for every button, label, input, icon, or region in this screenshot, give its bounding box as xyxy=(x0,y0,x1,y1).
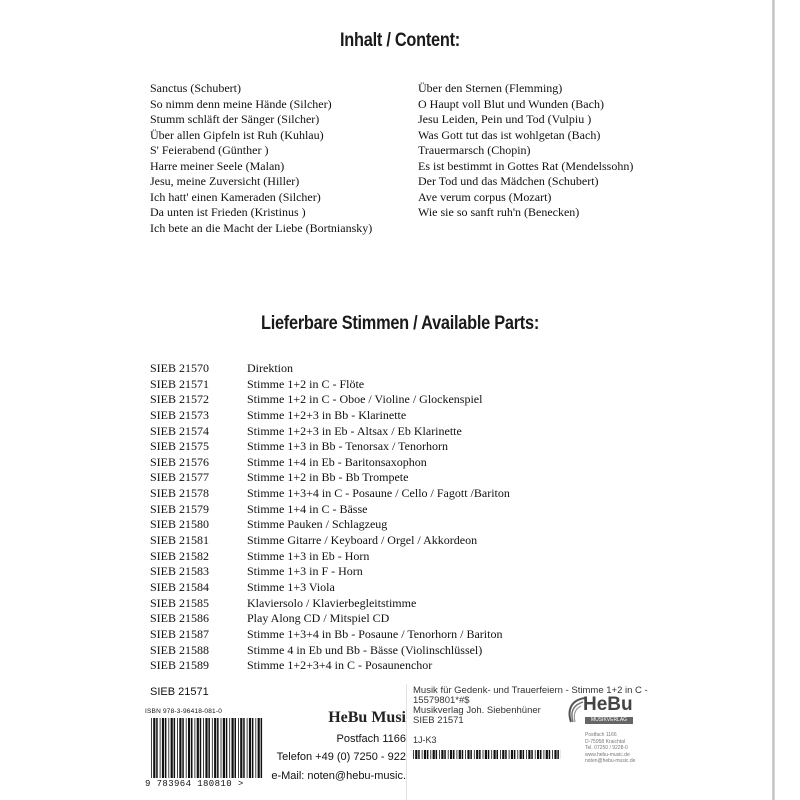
logo-address xyxy=(585,732,635,765)
isbn-text: ISBN 978-3-96418-081-0 xyxy=(145,708,223,715)
part-number: SIEB 21575 xyxy=(150,439,210,454)
part-description: Stimme Pauken / Schlagzeug xyxy=(247,517,388,532)
content-item: O Haupt voll Blut und Wunden (Bach) xyxy=(418,96,604,111)
store-label-sticker xyxy=(406,684,773,800)
part-number: SIEB 21583 xyxy=(150,564,210,579)
content-item: Der Tod und das Mädchen (Schubert) xyxy=(418,174,599,188)
part-number: SIEB 21580 xyxy=(150,517,210,532)
content-item: Harre meiner Seele (Malan) xyxy=(150,158,285,173)
part-description: Klaviersolo / Klavierbegleitstimme xyxy=(247,595,417,610)
part-number: SIEB 21579 xyxy=(150,501,210,516)
part-description: Stimme 1+3+4 in C - Posaune / Cello / Fagott /Bariton xyxy=(247,486,510,501)
part-number: SIEB 21581 xyxy=(150,533,210,548)
content-item: Jesu, meine Zuversicht (Hiller) xyxy=(150,174,300,188)
content-item: Trauermarsch (Chopin) xyxy=(418,143,531,157)
content-item: Wie sie so sanft ruh'n (Benecken) xyxy=(418,205,580,219)
part-description: Stimme 1+2 in C - Oboe / Violine / Glockenspiel xyxy=(247,392,483,407)
part-number: SIEB 21574 xyxy=(150,423,210,438)
part-row xyxy=(150,596,510,612)
part-number: SIEB 21588 xyxy=(150,642,210,657)
part-number: SIEB 21582 xyxy=(150,548,210,563)
part-number: SIEB 21573 xyxy=(150,407,210,422)
logo-address-line: Tel. 07250 / 9228-0 xyxy=(585,745,628,751)
content-item: Jesu Leiden, Pein und Tod (Vulpiu ) xyxy=(418,112,592,126)
publisher-email: e-Mail: noten@hebu-music. xyxy=(271,770,406,782)
part-row xyxy=(150,424,510,440)
page-edge xyxy=(772,0,775,800)
content-item: Stumm schläft der Sänger (Silcher) xyxy=(150,112,320,126)
part-number: SIEB 21571 xyxy=(150,376,210,391)
part-row xyxy=(150,439,510,455)
part-number: SIEB 21570 xyxy=(150,361,210,375)
content-list-right xyxy=(418,81,633,221)
part-description: Stimme 1+3 in Eb - Horn xyxy=(247,548,370,563)
logo-address-line: Postfach 1166 xyxy=(585,732,617,738)
small-barcode-icon xyxy=(413,750,561,759)
part-row xyxy=(150,643,510,659)
logo-text: HeBu xyxy=(583,694,633,715)
part-number: SIEB 21577 xyxy=(150,470,210,485)
label-line: 15579801*#$ xyxy=(413,695,470,706)
label-code: 1J-K3 xyxy=(413,735,437,745)
part-number: SIEB 21587 xyxy=(150,626,210,641)
content-list-left xyxy=(150,81,372,236)
publisher-phone: Telefon +49 (0) 7250 - 922 xyxy=(276,751,406,763)
part-row xyxy=(150,580,510,596)
part-row xyxy=(150,533,510,549)
content-item: Über allen Gipfeln ist Ruh (Kuhlau) xyxy=(150,127,324,142)
part-description: Stimme 1+2+3 in Bb - Klarinette xyxy=(247,407,407,422)
part-description: Stimme 1+4 in Eb - Baritonsaxophon xyxy=(247,454,427,469)
content-item: S' Feierabend (Günther ) xyxy=(150,143,269,157)
part-description: Stimme 1+2 in Bb - Bb Trompete xyxy=(247,470,409,485)
part-row xyxy=(150,486,510,502)
part-row xyxy=(150,564,510,580)
part-number: SIEB 21586 xyxy=(150,611,210,626)
part-description: Stimme 4 in Eb und Bb - Bässe (Violinschlüssel) xyxy=(247,642,483,657)
content-item: Sanctus (Schubert) xyxy=(150,81,241,95)
label-line: SIEB 21571 xyxy=(413,715,464,726)
part-description: Play Along CD / Mitspiel CD xyxy=(247,611,390,626)
content-item: Was Gott tut das ist wohlgetan (Bach) xyxy=(418,127,601,142)
part-description: Stimme 1+3+4 in Bb - Posaune / Tenorhorn / Bariton xyxy=(247,626,503,641)
part-number: SIEB 21578 xyxy=(150,486,210,501)
content-heading: Inhalt / Content: xyxy=(340,30,460,51)
part-row xyxy=(150,658,510,674)
content-item: Ich bete an die Macht der Liebe (Bortniansky) xyxy=(150,220,373,235)
label-line: Musik für Gedenk- und Trauerfeiern - Stimme 1+2 in C - xyxy=(413,685,648,696)
content-item: Es ist bestimmt in Gottes Rat (Mendelssohn) xyxy=(418,158,634,173)
part-number: SIEB 21576 xyxy=(150,454,210,469)
part-description: Stimme 1+4 in C - Bässe xyxy=(247,501,368,516)
part-description: Stimme 1+2 in C - Flöte xyxy=(247,376,365,391)
part-number: SIEB 21584 xyxy=(150,579,210,594)
part-description: Stimme 1+3 Viola xyxy=(247,579,335,594)
publisher-block xyxy=(268,707,406,800)
publisher-name: HeBu Musi xyxy=(328,709,406,726)
logo-subtitle: MUSIKVERLAG GmbH xyxy=(585,717,633,724)
hebu-logo xyxy=(565,694,637,732)
content-item: Über den Sternen (Flemming) xyxy=(418,81,563,95)
part-description: Stimme Gitarre / Keyboard / Orgel / Akkordeon xyxy=(247,533,478,548)
part-description: Stimme 1+2+3+4 in C - Posaunenchor xyxy=(247,658,433,673)
part-description: Stimme 1+3 in F - Horn xyxy=(247,564,363,579)
logo-address-line: D-75958 Kraichtal xyxy=(585,738,626,745)
part-description: Direktion xyxy=(247,361,293,375)
part-row xyxy=(150,611,510,627)
part-row xyxy=(150,408,510,424)
part-description: Stimme 1+2+3 in Eb - Altsax / Eb Klarinette xyxy=(247,423,462,438)
catalog-number: SIEB 21571 xyxy=(150,686,209,698)
part-description: Stimme 1+3 in Bb - Tenorsax / Tenorhorn xyxy=(247,439,448,454)
logo-address-line: noten@hebu-music.de xyxy=(585,758,636,764)
isbn-barcode-block xyxy=(145,708,267,794)
content-item: So nimm denn meine Hände (Silcher) xyxy=(150,96,332,111)
part-row xyxy=(150,361,510,377)
content-item: Da unten ist Frieden (Kristinus ) xyxy=(150,205,306,219)
logo-address-line: www.hebu-music.de xyxy=(585,751,630,758)
part-row xyxy=(150,627,510,643)
part-row xyxy=(150,517,510,533)
parts-heading: Lieferbare Stimmen / Available Parts: xyxy=(260,313,540,334)
part-row xyxy=(150,502,510,518)
part-number: SIEB 21572 xyxy=(150,392,210,407)
barcode-icon xyxy=(151,718,263,778)
barcode-digits: 9 783964 180810 > xyxy=(145,779,244,789)
part-number: SIEB 21585 xyxy=(150,595,210,610)
part-row xyxy=(150,455,510,471)
part-row xyxy=(150,549,510,565)
part-row xyxy=(150,377,510,393)
label-line: Musikverlag Joh. Siebenhüner xyxy=(413,705,541,716)
parts-table xyxy=(150,361,510,674)
part-row xyxy=(150,392,510,408)
part-row xyxy=(150,470,510,486)
content-item: Ich hatt' einen Kameraden (Silcher) xyxy=(150,189,321,204)
publisher-postfach: Postfach 1166 xyxy=(336,733,406,745)
content-item: Ave verum corpus (Mozart) xyxy=(418,189,552,204)
part-number: SIEB 21589 xyxy=(150,658,210,673)
